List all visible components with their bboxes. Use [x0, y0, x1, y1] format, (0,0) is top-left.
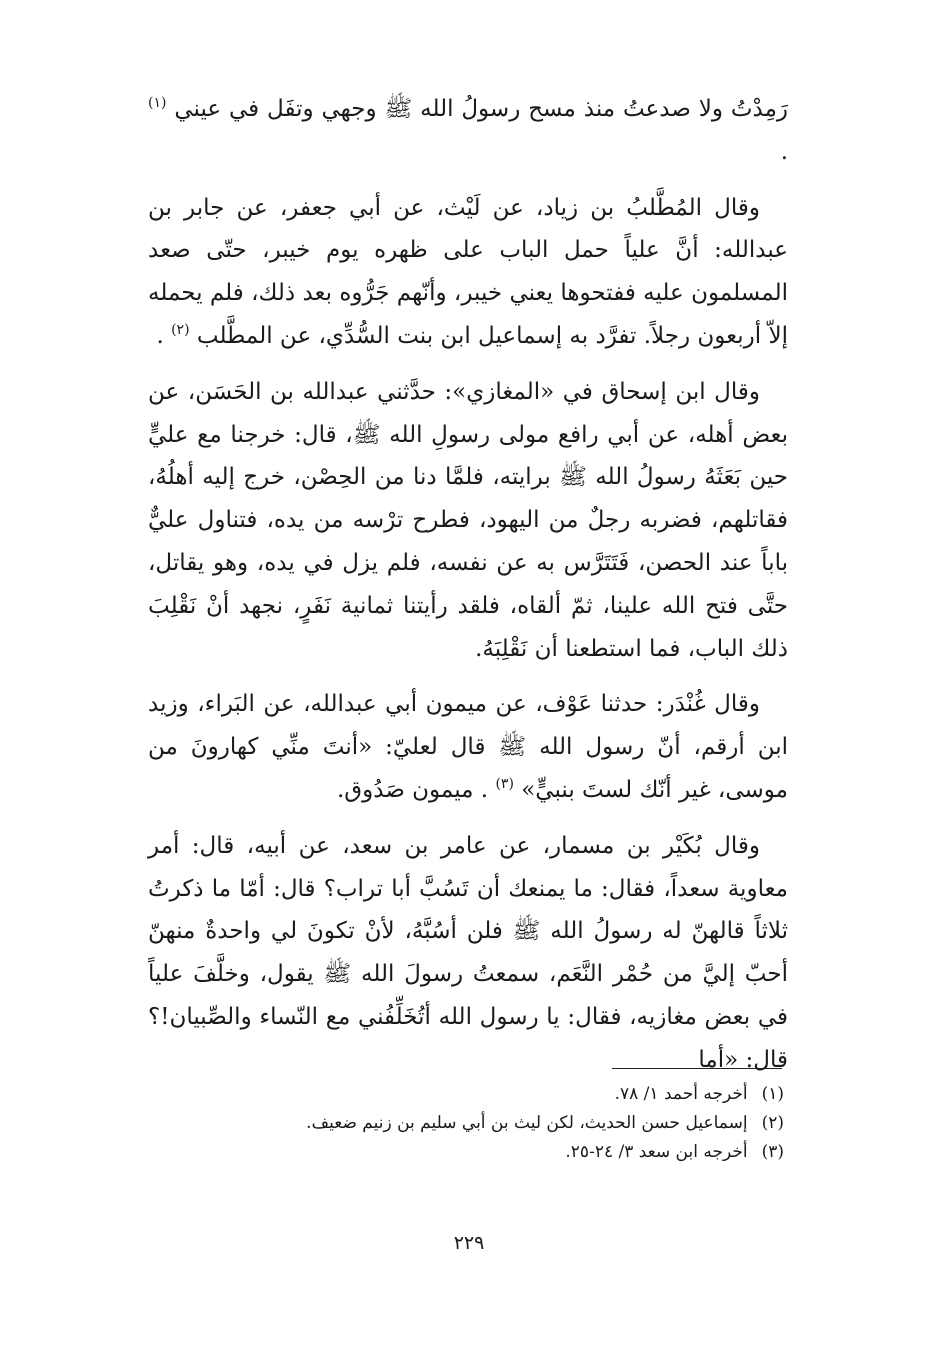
paragraph-text: وقال بُكَيْر بن مسمار، عن عامر بن سعد، عن أبيه، قال: أمر معاوية سعداً، فقال: ما يمنعك أن تَسُبَّ أبا تراب؟ قال: أمّا ما ذكرتُ ثلاثاً قالهنّ له رسولُ الله ﷺ فلن أسُبَّهُ، لأنْ تكونَ لي واحدةٌ منهنّ أحبّ إليَّ من حُمْر النَّعَم، سمعتُ رسولَ الله ﷺ يقول، وخلَّفَ علياً في بعض مغازيه، فقال: يا رسول الله أتُخَلِّفُني مع النّساء والصِّبيان!؟ قال: «أما [148, 832, 788, 1073]
footnote-reference: (١) [148, 95, 167, 111]
footnote-divider [612, 1068, 782, 1069]
footnote-number: (٣) [761, 1142, 784, 1162]
footnote-reference: (٢) [171, 321, 190, 338]
paragraph-2 [148, 187, 788, 358]
footnote-reference: (٣) [495, 775, 514, 792]
paragraph-text: وقال ابن إسحاق في «المغازي»: حدَّثني عبدالله بن الحَسَن، عن بعض أهله، عن أبي رافع مولى رسولِ الله ﷺ، قال: خرجنا مع عليٍّ حين بَعَثَهُ رسولُ الله ﷺ برايته، فلمَّا دنا من الحِصْن، خرج إليه أهلُهُ، فقاتلهم، فضربه رجلٌ من اليهود، فطرح ترْسه من يده، فتناول عليٌّ باباً عند الحصن، فَتَتَرَّس به عن نفسه، فلم يزل في يده، وهو يقاتل، حتَّى فتح الله علينا، ثمّ ألقاه، فلقد رأيتنا ثمانية نَفَرٍ، نجهد أنْ نَقْلِبَ ذلك الباب، فما استطعنا أن نَقْلِبَهُ. [148, 378, 788, 662]
footnote-text: أخرجه ابن سعد ٣/ ٢٤-٢٥. [565, 1142, 748, 1162]
footnote-1 [148, 1080, 784, 1109]
paragraph-text: وقال غُنْدَر: حدثنا عَوْف، عن ميمون أبي عبدالله، عن البَراء، وزيد ابن أرقم، أنّ رسول الله ﷺ قال لعليّ: «أنتَ منِّي كهارونَ من موسى، غير أنّك لستَ بنبيٍّ» [148, 691, 788, 803]
paragraph-tail: . ميمون صَدُوق. [336, 776, 489, 803]
paragraph-5 [148, 825, 788, 1082]
footnote-3 [148, 1138, 784, 1167]
paragraph-tail: . [780, 138, 788, 165]
footnote-2 [148, 1109, 784, 1138]
footnotes [148, 1080, 784, 1167]
main-text [148, 88, 788, 1082]
page-number: ٢٢٩ [453, 1232, 485, 1254]
paragraph-3 [148, 371, 788, 671]
footnote-text: أخرجه أحمد ١/ ٧٨. [614, 1084, 748, 1104]
paragraph-1 [148, 88, 788, 174]
paragraph-text: رَمِدْتُ ولا صدعتُ منذ مسح رسولُ الله ﷺ وجهي وتفَل في عيني [174, 96, 788, 122]
footnote-text: إسماعيل حسن الحديث، لكن ليث بن أبي سليم بن زنيم ضعيف. [306, 1113, 748, 1133]
paragraph-tail: . [156, 322, 164, 349]
paragraph-text: وقال المُطَّلبُ بن زياد، عن لَيْث، عن أبي جعفر، عن جابر بن عبدالله: أنَّ علياً حمل الباب على ظهره يوم خيبر، حتّى صعد المسلمون عليه ففتحوها يعني خيبر، وأنّهم جَرُّوه بعد ذلك، فلم يحمله إلاّ أربعون رجلاً. تفرَّد به إسماعيل ابن بنت السُّدِّي، عن المطَّلب [148, 194, 788, 349]
paragraph-4 [148, 683, 788, 811]
footnote-number: (٢) [761, 1113, 784, 1133]
footnote-number: (١) [761, 1084, 784, 1104]
